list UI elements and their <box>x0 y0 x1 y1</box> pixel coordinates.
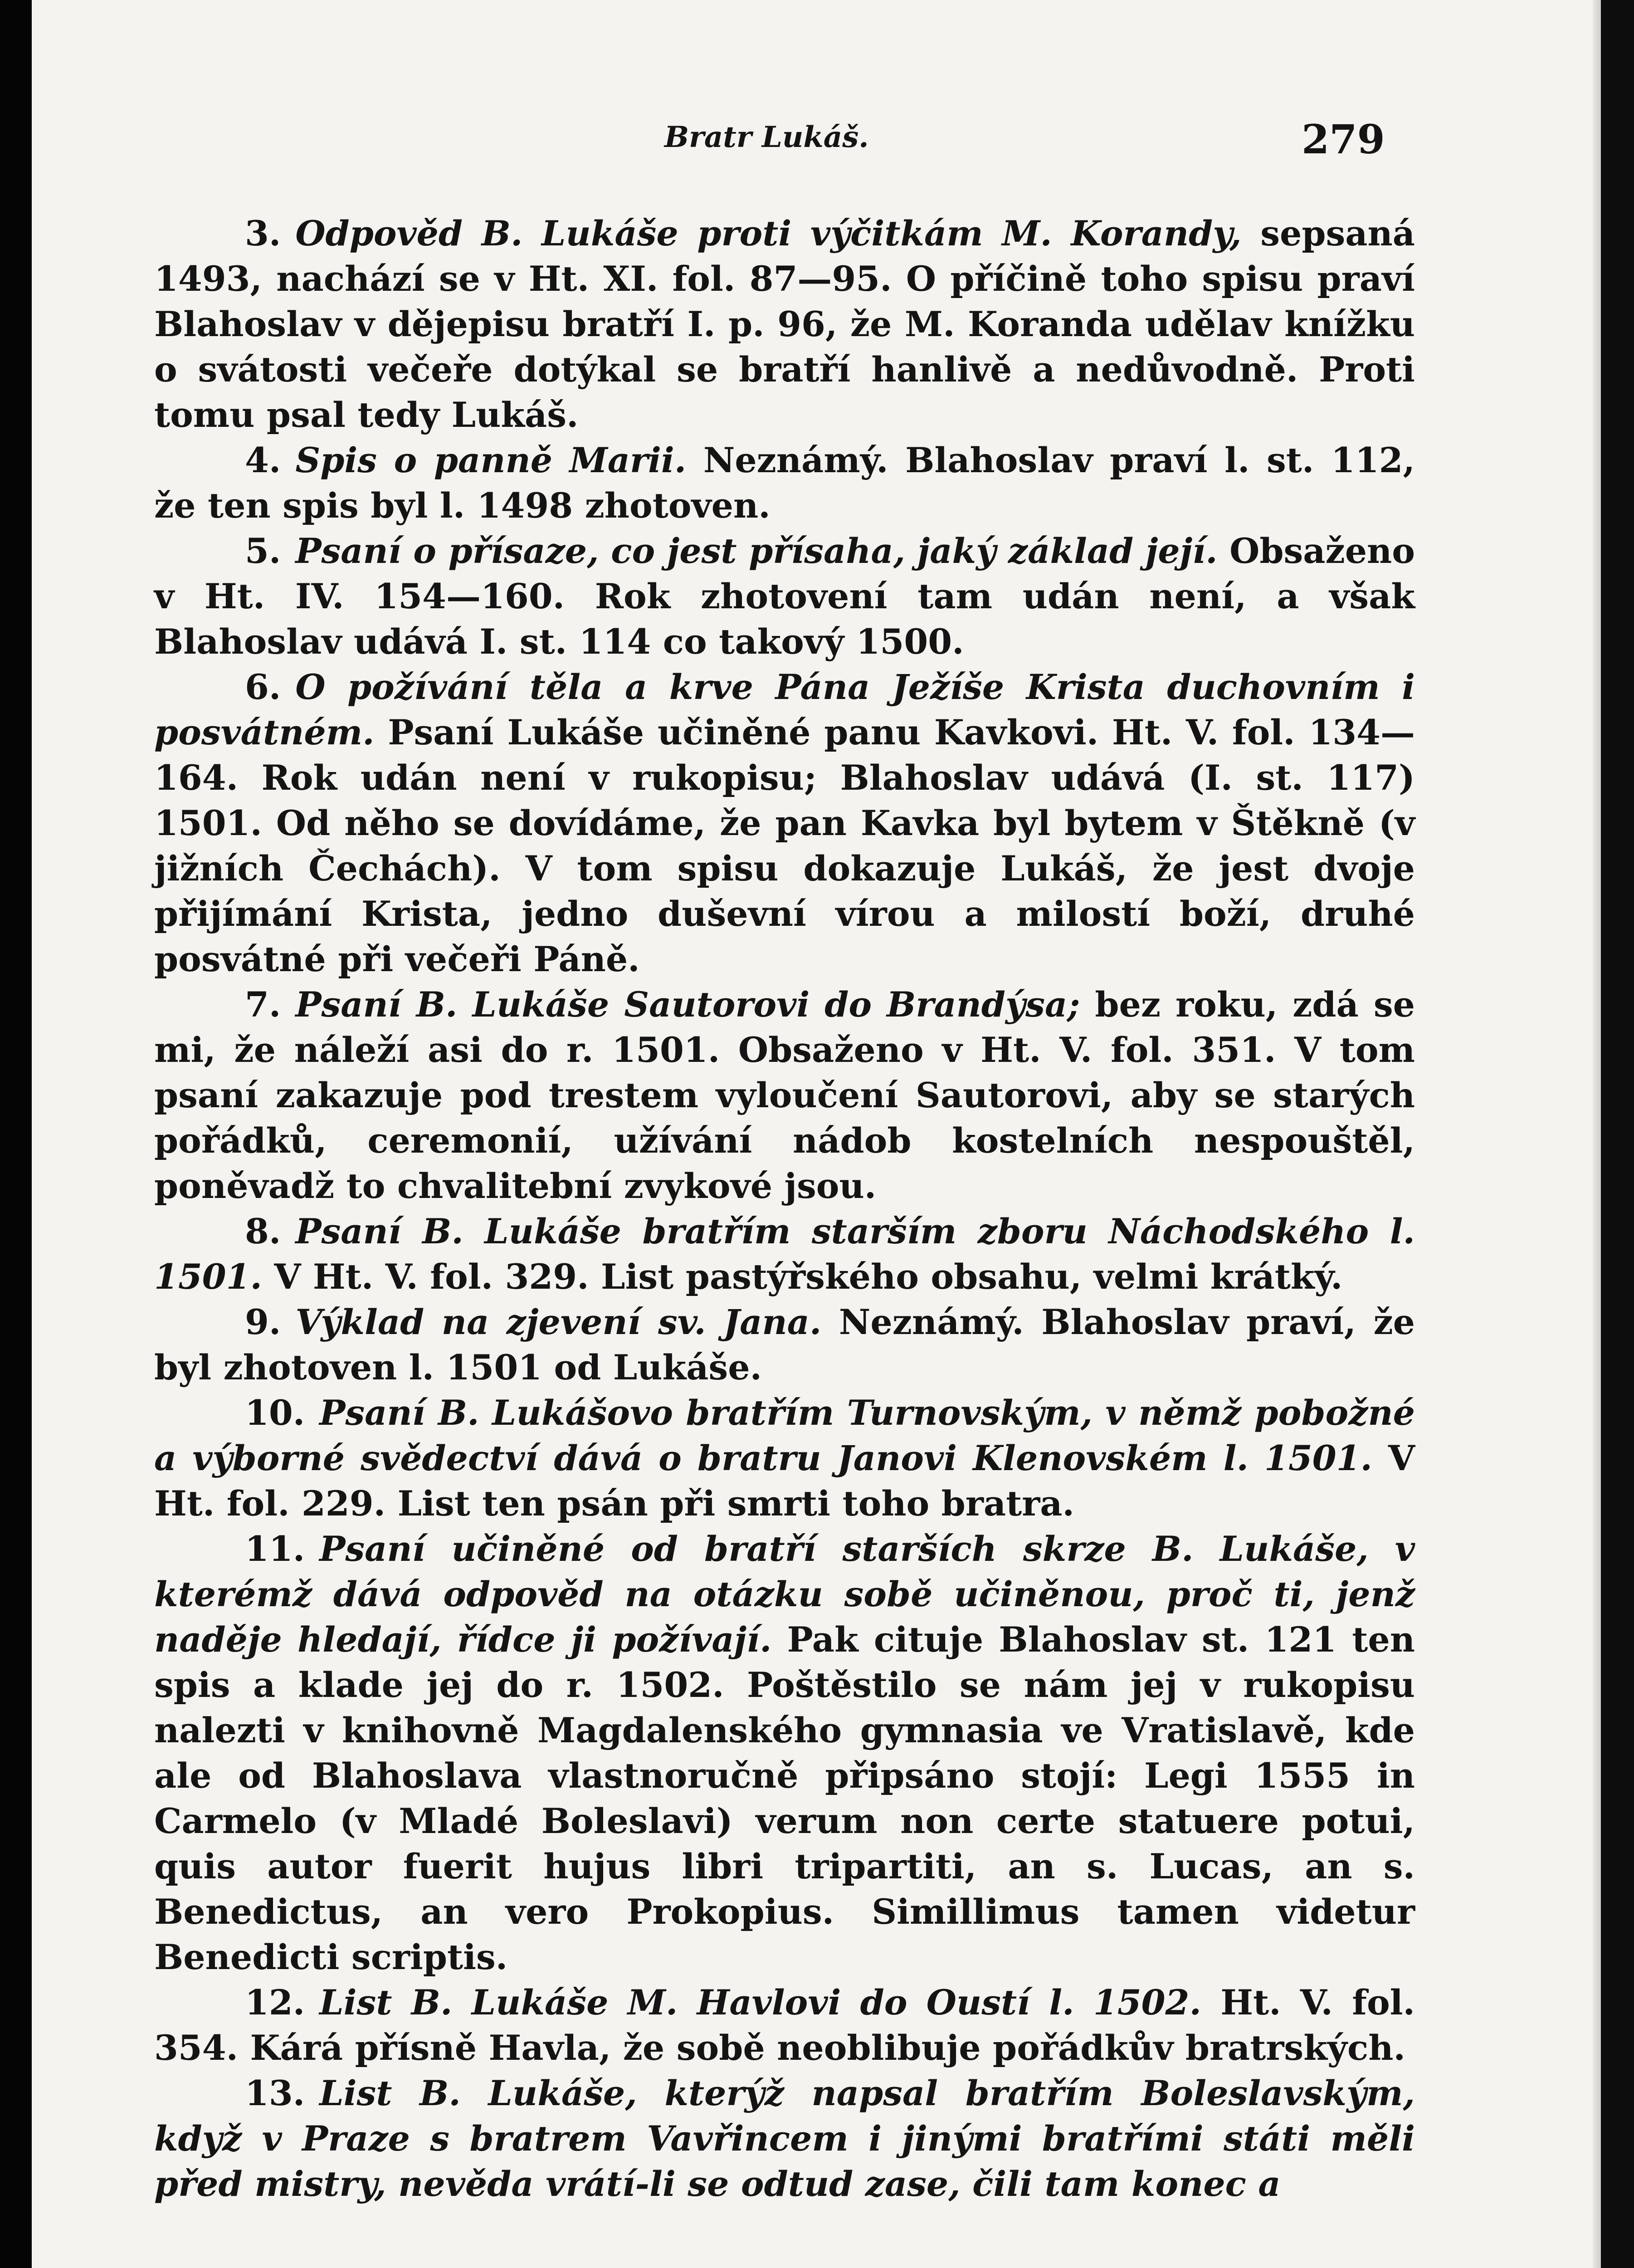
entry-number: 4. <box>245 440 281 480</box>
page-fold-shadow <box>1593 0 1601 2268</box>
book-page <box>32 0 1601 2268</box>
running-head: Bratr Lukáš. <box>664 120 869 154</box>
entry-7 <box>154 982 1415 1209</box>
entry-title: Odpověd B. Lukáše proti výčitkám M. Korandy, <box>295 213 1242 254</box>
entry-number: 10. <box>245 1393 305 1433</box>
entry-title: Psaní B. Lukášovo bratřím Turnovským, v němž pobožné a výborné svědectví dává o bratru Janovi Klenovském l. 1501. <box>154 1393 1415 1478</box>
entry-number: 3. <box>245 213 281 254</box>
entry-title: Psaní učiněné od bratří starších skrze B. Lukáše, v kterémž dává odpověd na otázku sobě učiněnou, proč ti, jenž naděje hledají, řídce ji požívají. <box>154 1529 1415 1660</box>
entry-title: Psaní o přísaze, co jest přísaha, jaký základ její. <box>295 531 1218 571</box>
entry-text: V Ht. V. fol. 329. List pastýřského obsahu, velmi krátký. <box>274 1256 1343 1297</box>
entry-6 <box>154 665 1415 982</box>
entry-title: O požívání těla a krve Pána Ježíše Krista duchovním i posvátném. <box>154 667 1415 753</box>
entry-12 <box>154 1980 1415 2071</box>
entry-number: 11. <box>245 1529 305 1569</box>
entry-number: 7. <box>245 984 281 1025</box>
entry-title: Spis o panně Marii. <box>295 440 687 480</box>
entry-4 <box>154 438 1415 528</box>
entry-title: List B. Lukáše M. Havlovi do Oustí l. 1502. <box>319 1982 1201 2023</box>
entry-number: 8. <box>245 1211 281 1251</box>
entry-text: Pak cituje Blahoslav st. 121 ten spis a klade jej do r. 1502. Poštěstilo se nám jej v rukopisu nalezti v knihovně Magdalenského gymnasia ve Vratislavě, kde ale od Blahoslava vlastnoručně připsáno stojí: Legi 1555 in Carmelo (v Mladé Boleslavi) verum non certe statuere potui, quis autor fuerit hujus libri tripartiti, an s. Lucas, an s. Benedictus, an vero Prokopius. Simillimus tamen videtur Benedicti scriptis. <box>154 1619 1415 1977</box>
entry-11 <box>154 1526 1415 1980</box>
entry-5 <box>154 528 1415 665</box>
entry-title: List B. Lukáše, kterýž napsal bratřím Boleslavským, když v Praze s bratrem Vavřincem i jinými bratřími státi měli před mistry, nevěda vrátí-li se odtud zase, čili tam konec a <box>154 2073 1415 2204</box>
page-header <box>32 111 1601 166</box>
entry-3 <box>154 211 1415 438</box>
page-number: 279 <box>1302 116 1385 163</box>
entry-number: 6. <box>245 667 281 707</box>
body-text <box>154 211 1415 2207</box>
entry-text: Ht. V. fol. 354. Kárá přísně Havla, že sobě neoblibuje pořádkův bratrských. <box>154 1982 1415 2068</box>
entry-text: Psaní Lukáše učiněné panu Kavkovi. Ht. V. fol. 134—164. Rok udán není v rukopisu; Blahoslav udává (I. st. 117) 1501. Od něho se dovídáme, že pan Kavka byl bytem v Štěkně (v jižních Čechách). V tom spisu dokazuje Lukáš, že jest dvoje přijímání Krista, jedno duševní vírou a milostí boží, druhé posvátné při večeři Páně. <box>154 712 1415 979</box>
entry-title: Psaní B. Lukáše bratřím starším zboru Náchodského l. 1501. <box>154 1211 1415 1297</box>
entry-number: 13. <box>245 2073 305 2113</box>
entry-13 <box>154 2071 1415 2207</box>
entry-number: 9. <box>245 1302 281 1342</box>
entry-text: bez roku, zdá se mi, že náleží asi do r. 1501. Obsaženo v Ht. V. fol. 351. V tom psaní zakazuje pod trestem vyloučení Sautorovi, aby se starých pořádků, ceremonií, užívání nádob kostelních nespouštěl, poněvadž to chvalitební zvykové jsou. <box>154 984 1415 1206</box>
entry-text: Neznámý. Blahoslav praví l. st. 112, že ten spis byl l. 1498 zhotoven. <box>154 440 1415 526</box>
entry-title: Psaní B. Lukáše Sautorovi do Brandýsa; <box>295 984 1080 1025</box>
entry-9 <box>154 1300 1415 1390</box>
entry-text: Neznámý. Blahoslav praví, že byl zhotoven l. 1501 od Lukáše. <box>154 1302 1415 1388</box>
scan-edge <box>0 0 32 2268</box>
entry-10 <box>154 1390 1415 1526</box>
entry-title: Výklad na zjevení sv. Jana. <box>295 1302 822 1342</box>
entry-number: 5. <box>245 531 281 571</box>
entry-number: 12. <box>245 1982 305 2023</box>
entry-text: V Ht. fol. 229. List ten psán při smrti toho bratra. <box>154 1438 1415 1524</box>
entry-text: sepsaná 1493, nachází se v Ht. XI. fol. 87—95. O příčině toho spisu praví Blahoslav v dějepisu bratří I. p. 96, že M. Koranda udělav knížku o svátosti večeře dotýkal se bratří hanlivě a nedůvodně. Proti tomu psal tedy Lukáš. <box>154 213 1415 435</box>
entry-8 <box>154 1209 1415 1300</box>
entry-text: Obsaženo v Ht. IV. 154—160. Rok zhotovení tam udán není, a však Blahoslav udává I. st. 114 co takový 1500. <box>154 531 1415 662</box>
